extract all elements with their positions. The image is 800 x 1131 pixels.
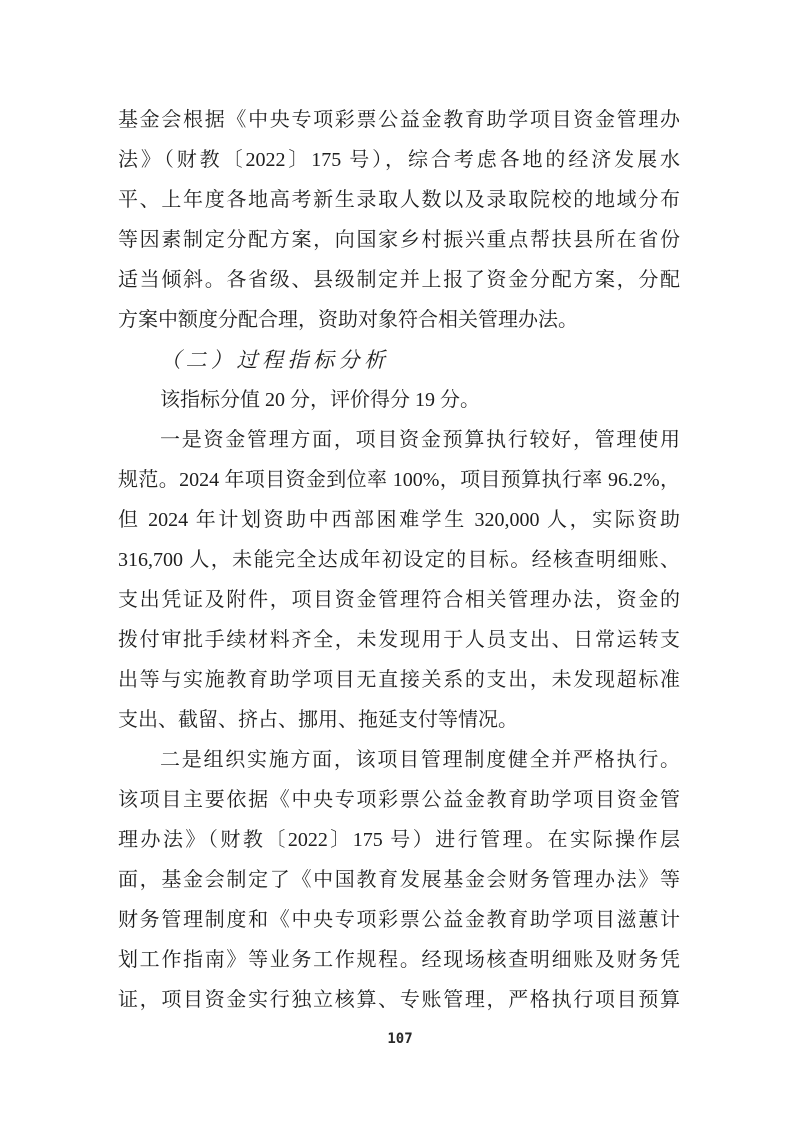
text-line: 基金会根据《中央专项彩票公益金教育助学项目资金管理办: [118, 109, 680, 131]
text-line: 财务管理制度和《中央专项彩票公益金教育助学项目滋蕙计: [118, 909, 680, 931]
paragraph-fund-allocation: [118, 100, 680, 340]
paragraph-indicator-score: [118, 380, 680, 420]
text-line: （二）过程指标分析: [160, 348, 390, 372]
text-line: 理办法》（财教〔2022〕175 号）进行管理。在实际操作层: [118, 829, 680, 851]
text-line: 316,700 人，未能完全达成年初设定的目标。经核查明细账、: [118, 549, 680, 571]
text-line: 支出、截留、挤占、挪用、拖延支付等情况。: [118, 709, 518, 731]
text-line: 出等与实施教育助学项目无直接关系的支出，未发现超标准: [118, 669, 680, 691]
text-line: 等因素制定分配方案，向国家乡村振兴重点帮扶县所在省份: [118, 229, 680, 251]
text-line: 平、上年度各地高考新生录取人数以及录取院校的地域分布: [118, 189, 680, 211]
text-line: 该项目主要依据《中央专项彩票公益金教育助学项目资金管: [118, 789, 680, 811]
text-line: 规范。2024 年项目资金到位率 100%，项目预算执行率 96.2%，: [118, 469, 680, 491]
text-line: 证，项目资金实行独立核算、专账管理，严格执行项目预算: [118, 989, 680, 1011]
page-number: 107: [387, 1031, 413, 1047]
text-line: 法》（财教〔2022〕175 号），综合考虑各地的经济发展水: [118, 149, 680, 171]
text-line: 该指标分值 20 分，评价得分 19 分。: [160, 389, 480, 411]
text-line: 支出凭证及附件，项目资金管理符合相关管理办法，资金的: [118, 589, 680, 611]
document-body: [118, 100, 680, 1020]
paragraph-fund-management: [118, 420, 680, 740]
text-line: 但 2024 年计划资助中西部困难学生 320,000 人，实际资助: [118, 509, 680, 531]
text-line: 拨付审批手续材料齐全，未发现用于人员支出、日常运转支: [118, 629, 680, 651]
text-line: 面，基金会制定了《中国教育发展基金会财务管理办法》等: [118, 869, 680, 891]
text-line: 划工作指南》等业务工作规程。经现场核查明细账及财务凭: [118, 949, 680, 971]
paragraph-organization-implementation: [118, 740, 680, 1020]
text-line: 方案中额度分配合理，资助对象符合相关管理办法。: [118, 309, 578, 331]
text-line: 适当倾斜。各省级、县级制定并上报了资金分配方案，分配: [118, 269, 680, 291]
heading-process-indicator-analysis: [118, 340, 680, 380]
text-line: 二是组织实施方面，该项目管理制度健全并严格执行。: [160, 749, 680, 771]
text-line: 一是资金管理方面，项目资金预算执行较好，管理使用: [160, 429, 680, 451]
